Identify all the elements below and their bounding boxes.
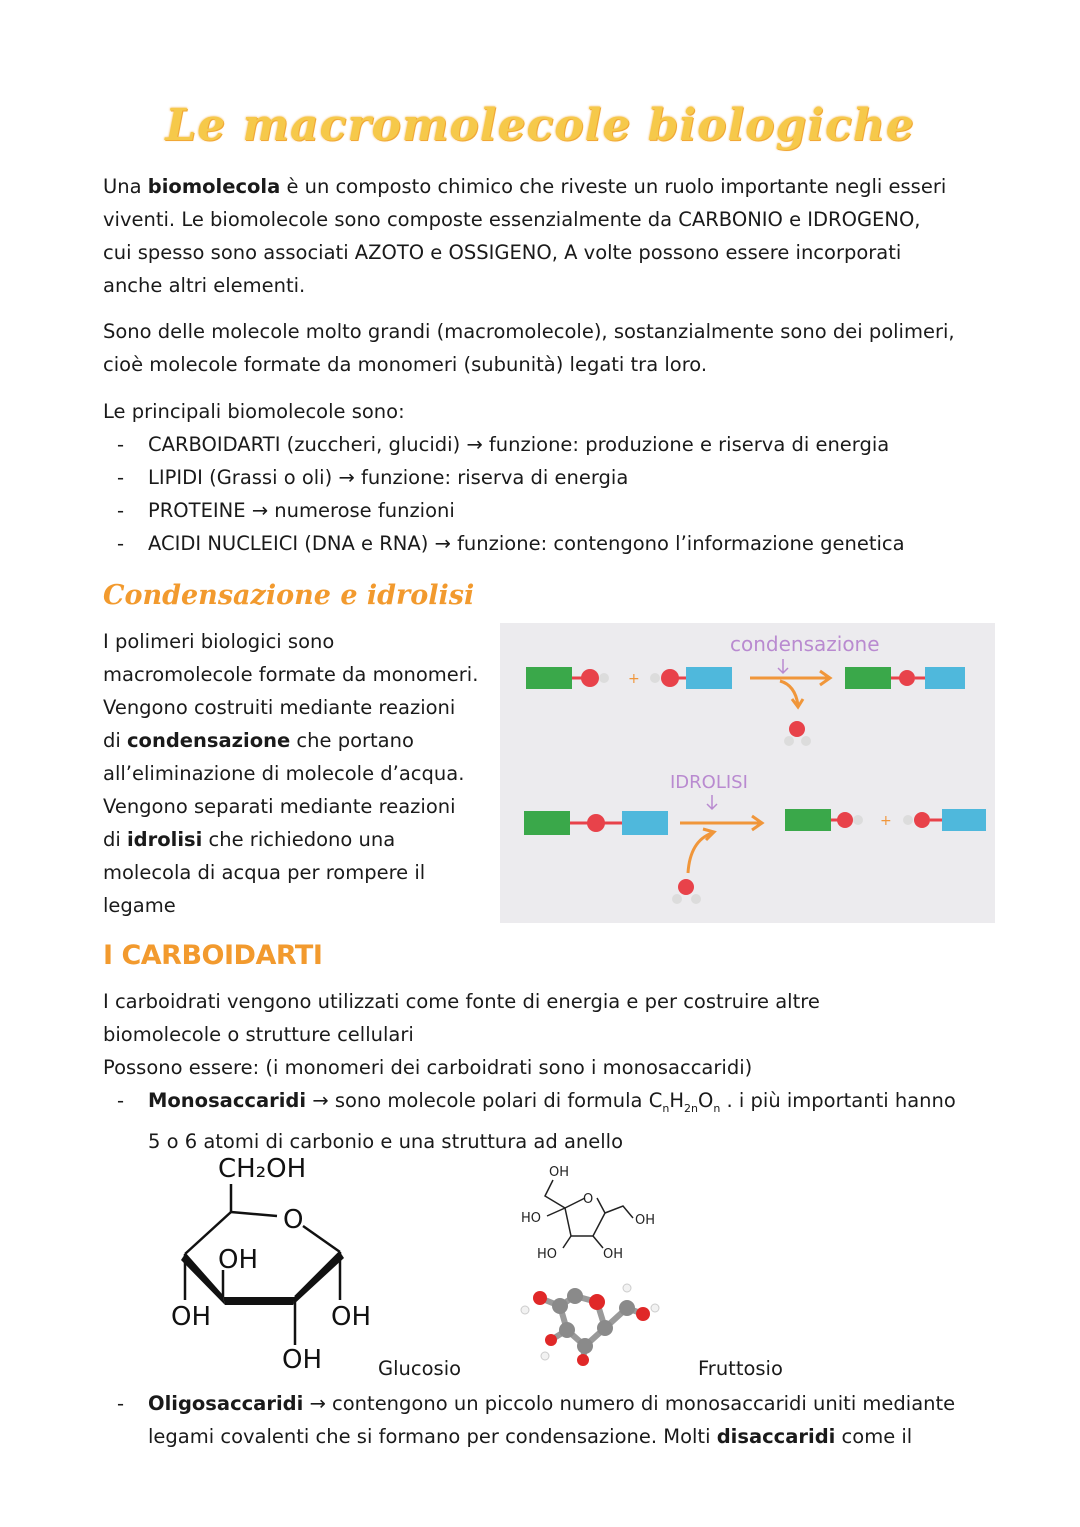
green-monomer: [845, 667, 891, 689]
svg-text:OH: OH: [171, 1302, 212, 1332]
term-biomolecola: biomolecola: [147, 175, 281, 198]
green-monomer: [785, 809, 831, 831]
svg-text:HO: HO: [537, 1247, 558, 1262]
carbs-list-oligo: [103, 1387, 955, 1453]
oxygen-atom: [581, 669, 599, 687]
list-item: - LIPIDI (Grassi o oli) → funzione: riserva di energia: [103, 461, 905, 494]
list-item: - PROTEINE → numerose funzioni: [103, 494, 905, 527]
svg-text:HO: HO: [521, 1211, 542, 1226]
carbs-list-mono: [103, 1084, 956, 1158]
blue-monomer: [925, 667, 965, 689]
label-idrolisi: IDROLISI: [670, 772, 748, 793]
oxygen-atom: [899, 670, 915, 686]
oxygen-atom: [914, 812, 930, 828]
list-lead: Le principali biomolecole sono:: [103, 400, 405, 423]
condensation-hydrolysis-figure: [500, 623, 995, 923]
blue-monomer: [622, 811, 668, 835]
glucose-structure: [165, 1150, 385, 1375]
svg-text:OH: OH: [331, 1302, 372, 1332]
term-idrolisi: idrolisi: [127, 828, 203, 851]
label-condensazione: condensazione: [730, 632, 880, 656]
green-monomer: [524, 811, 570, 835]
list-item-monosaccaridi: - Monosaccaridi → sono molecole polari di formula $C_nH_{2n}O_n$ . i più importanti hanno 5 o 6 atomi di carbonio e una struttura ad anello: [103, 1084, 956, 1158]
svg-text:OH: OH: [282, 1345, 323, 1375]
list-item: - ACIDI NUCLEICI (DNA e RNA) → funzione: contengono l’informazione genetica: [103, 527, 905, 560]
hydrogen-atom: [599, 673, 609, 683]
hydrogen-atom: [650, 673, 660, 683]
oxygen-atom: [661, 669, 679, 687]
blue-monomer: [942, 809, 986, 831]
page-title: Le macromolecole biologiche: [165, 100, 915, 151]
svg-text:+: +: [880, 813, 892, 829]
svg-text:CH₂OH: CH₂OH: [218, 1154, 307, 1184]
caption-fruttosio: Fruttosio: [698, 1357, 783, 1380]
svg-text:OH: OH: [549, 1165, 570, 1180]
svg-text:+: +: [628, 671, 640, 687]
list-item-oligosaccaridi: - Oligosaccaridi → contengono un piccolo numero di monosaccaridi uniti mediante legami covalenti che si formano per condensazione. Molti disaccaridi come il: [103, 1387, 955, 1453]
term-disaccaridi: disaccaridi: [716, 1425, 836, 1448]
blue-monomer: [686, 667, 732, 689]
svg-text:OH: OH: [635, 1213, 656, 1228]
section-heading-condensation: Condensazione e idrolisi: [103, 580, 475, 611]
intro-paragraph-1: Una biomolecola è un composto chimico che riveste un ruolo importante negli esseri viventi. Le biomolecole sono composte essenzialmente da CARBONIO e IDROGENO, cui spesso sono associati AZOTO e OSSIGENO, A volte possono essere incorporati anche altri elementi.: [103, 175, 947, 297]
condensation-paragraph: I polimeri biologici sono macromolecole formate da monomeri. Vengono costruiti mediante reazioni di condensazione che portano all’eliminazione di molecole d’acqua. Vengono separati mediante reazioni di idrolisi che richiedono una molecola di acqua per rompere il legame: [103, 630, 479, 917]
water-oxygen: [789, 721, 805, 737]
biomolecule-list: [103, 428, 905, 560]
intro-paragraph-2: Sono delle molecole molto grandi (macromolecole), sostanzialmente sono dei polimeri, cioè molecole formate da monomeri (subunità) legati tra loro.: [103, 320, 955, 376]
green-monomer: [526, 667, 572, 689]
caption-glucosio: Glucosio: [378, 1357, 462, 1380]
list-item: - CARBOIDARTI (zuccheri, glucidi) → funzione: produzione e riserva di energia: [103, 428, 905, 461]
svg-text:O: O: [283, 1205, 304, 1235]
term-condensazione: condensazione: [127, 729, 291, 752]
svg-text:O: O: [583, 1192, 594, 1207]
oxygen-atom: [587, 814, 605, 832]
fructose-structure: [515, 1158, 665, 1263]
svg-text:OH: OH: [603, 1247, 624, 1262]
carbs-paragraph: I carboidrati vengono utilizzati come fonte di energia e per costruire altre biomolecole o strutture cellulari Possono essere: (i monomeri dei carboidrati sono i monosaccaridi): [103, 990, 820, 1079]
oxygen-atom: [837, 812, 853, 828]
water-oxygen: [678, 879, 694, 895]
svg-text:OH: OH: [218, 1245, 259, 1275]
fructose-3d-model: [515, 1268, 665, 1368]
section-heading-carbs: I CARBOIDARTI: [103, 940, 323, 971]
